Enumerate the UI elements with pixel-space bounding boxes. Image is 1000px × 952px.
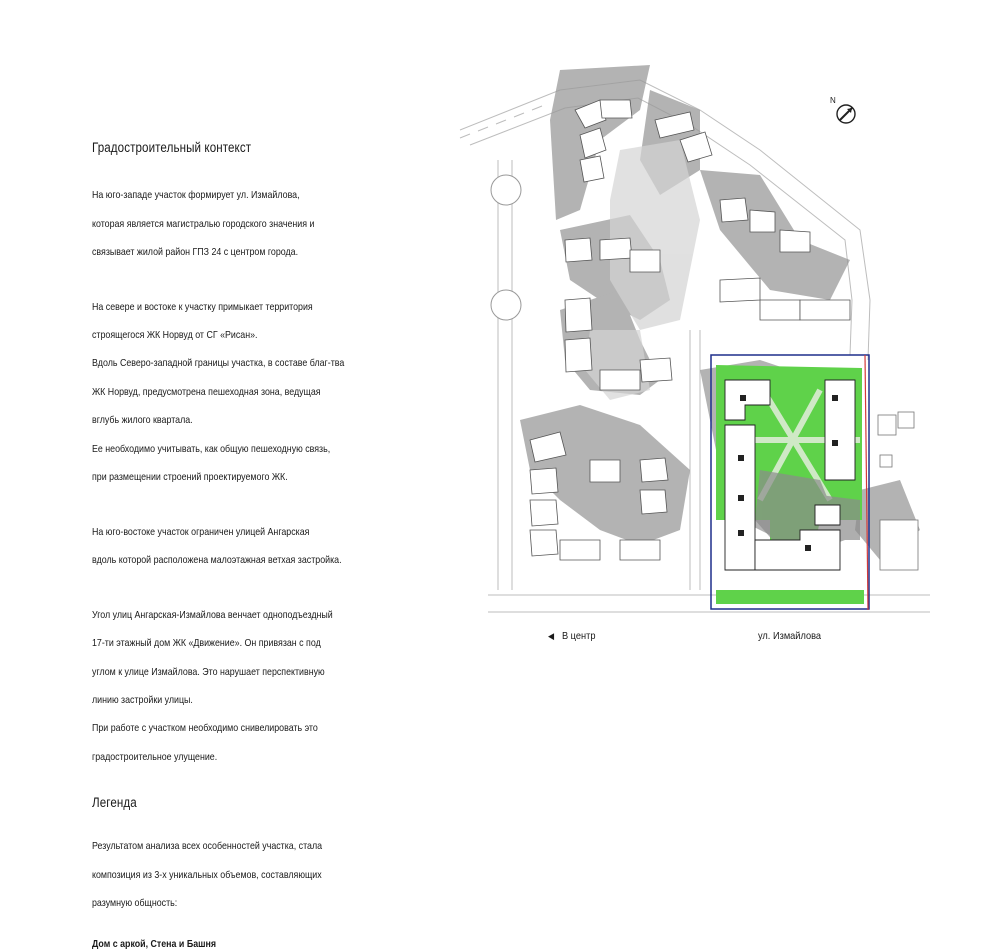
legend-title: Легенда	[92, 795, 137, 811]
north-arrow-icon	[837, 105, 855, 123]
text-line: На юго-востоке участок ограничен улицей Ангарская	[92, 526, 310, 538]
site-plan-svg	[450, 60, 950, 660]
text-line: композиция из 3-х уникальных объемов, составляющих	[92, 869, 322, 881]
left-arrow-icon: ◀	[548, 631, 555, 641]
text-line: линию застройки улицы.	[92, 694, 193, 706]
legend-paragraph	[92, 826, 324, 925]
text-line: На юго-западе участок формирует ул. Измайлова,	[92, 190, 300, 202]
legend-highlight: Дом с аркой, Стена и Башня	[92, 938, 217, 950]
text-line: которая является магистралью городского значения и	[92, 218, 315, 230]
text-line: 17-ти этажный дом ЖК «Движение». Он привязан с под	[92, 638, 321, 650]
text-line: разумную общность:	[92, 898, 178, 910]
street-label: ул. Измайлова	[758, 630, 822, 642]
text-line: При работе с участком необходимо снивелировать это	[92, 723, 318, 735]
text-line: при размещении строений проектируемого ЖК.	[92, 472, 288, 484]
context-paragraph-4	[92, 594, 333, 779]
text-column	[92, 140, 362, 952]
context-title: Градостроительный контекст	[92, 140, 252, 155]
direction-label: В центр	[561, 630, 596, 642]
context-paragraph-1	[92, 175, 324, 274]
text-line: вглубь жилого квартала.	[92, 415, 193, 427]
text-line: градостроительное улущение.	[92, 751, 218, 763]
text-line: На севере и востоке к участку примыкает территория	[92, 301, 313, 313]
street-caption	[758, 630, 821, 642]
text-line: Результатом анализа всех особенностей участка, стала	[92, 841, 323, 853]
text-line: Вдоль Северо-западной границы участка, в составе благ-тва	[92, 358, 345, 370]
text-line: вдоль которой расположена малоэтажная ветхая застройка.	[92, 555, 342, 567]
text-line: Угол улиц Ангарская-Измайлова венчает однoподъездный	[92, 609, 333, 621]
north-label: N	[830, 96, 836, 105]
red-line	[865, 355, 868, 610]
round-structures	[491, 175, 521, 320]
text-line: связывает жилой район ГПЗ 24 с центром города.	[92, 247, 299, 259]
context-paragraph-2	[92, 286, 345, 499]
text-line: Ее необходимо учитывать, как общую пешеходную связь,	[92, 443, 331, 455]
context-paragraph-3	[92, 511, 342, 582]
text-line: ЖК Норвуд, предусмотрена пешеходная зона, ведущая	[92, 386, 321, 398]
direction-caption	[548, 630, 595, 642]
site-plan-map	[450, 60, 950, 660]
text-line: углом к улице Измайлова. Это нарушает перспективную	[92, 666, 325, 678]
text-line: строящегося ЖК Норвуд от СГ «Рисан».	[92, 330, 258, 342]
